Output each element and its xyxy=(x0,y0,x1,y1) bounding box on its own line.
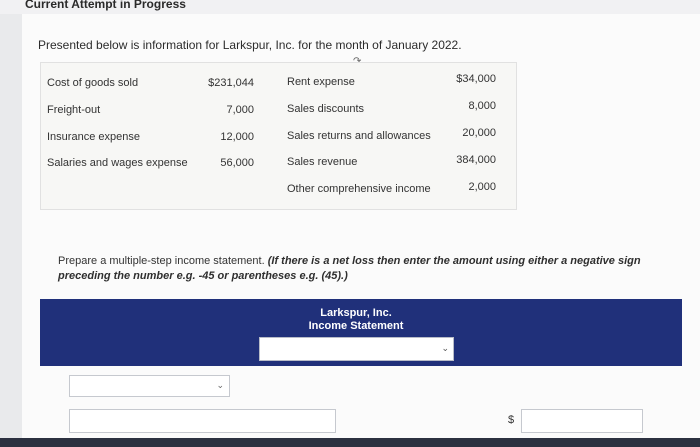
account-value: $34,000 xyxy=(456,73,496,85)
account-value: 8,000 xyxy=(468,100,496,112)
account-label: Salaries and wages expense xyxy=(47,157,188,169)
attempt-status-bar xyxy=(0,0,700,14)
instruction-lead: Prepare a multiple-step income statement. xyxy=(58,255,268,267)
statement-title-block xyxy=(236,307,476,333)
dollar-sign: $ xyxy=(508,414,515,426)
account-label: Freight-out xyxy=(47,104,101,116)
statement-title: Income Statement xyxy=(308,320,404,332)
account-label: Other comprehensive income xyxy=(287,183,431,195)
chevron-down-icon: ⌄ xyxy=(216,380,224,390)
account-value: 56,000 xyxy=(220,157,254,169)
account-value: $231,044 xyxy=(208,77,254,89)
account-label: Sales discounts xyxy=(287,103,365,115)
account-label: Sales returns and allowances xyxy=(287,130,431,142)
account-label: Sales revenue xyxy=(287,156,358,168)
account-value: 7,000 xyxy=(226,104,254,116)
account-label: Cost of goods sold xyxy=(47,77,139,89)
account-value: 2,000 xyxy=(468,181,496,193)
line-item-select[interactable] xyxy=(69,375,230,397)
period-select[interactable] xyxy=(259,337,454,361)
amount-input[interactable] xyxy=(521,409,643,433)
account-label: Insurance expense xyxy=(47,131,140,143)
line-item-input[interactable] xyxy=(69,409,336,433)
problem-intro: Presented below is information for Larkspur, Inc. for the month of January 2022. xyxy=(38,38,462,52)
chevron-down-icon: ⌄ xyxy=(441,343,449,353)
account-value: 12,000 xyxy=(220,131,254,143)
account-label: Rent expense xyxy=(287,76,355,88)
company-name: Larkspur, Inc. xyxy=(320,307,392,319)
attempt-status-text: Current Attempt in Progress xyxy=(25,0,186,11)
instruction-text xyxy=(58,254,694,284)
bottom-bar xyxy=(0,438,700,447)
instruction-note: (If there is a net loss then enter the amount using either a negative sign preceding the number e.g. -45 or parentheses e.g. (45).) xyxy=(58,255,641,282)
account-value: 20,000 xyxy=(462,127,496,139)
account-value: 384,000 xyxy=(456,154,496,166)
